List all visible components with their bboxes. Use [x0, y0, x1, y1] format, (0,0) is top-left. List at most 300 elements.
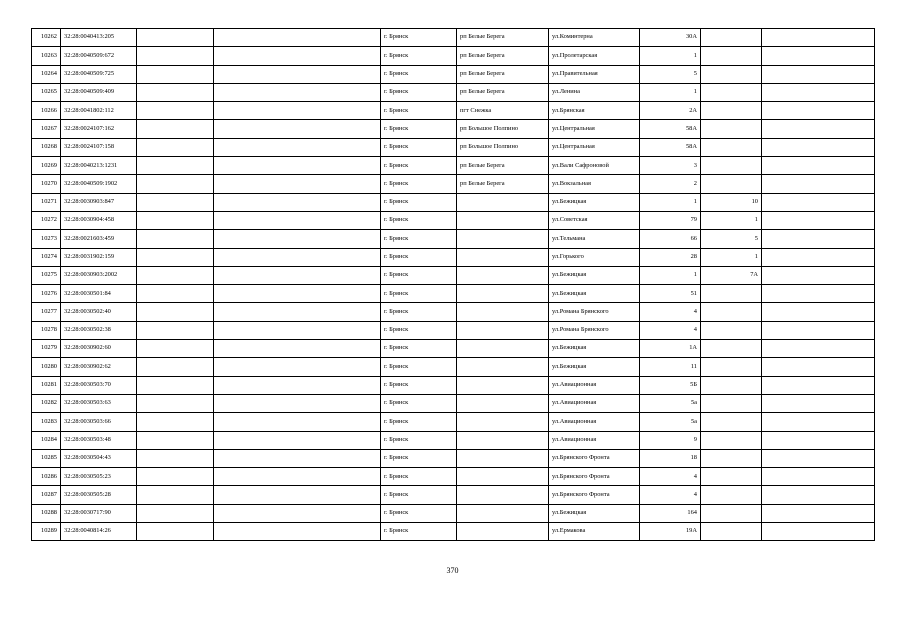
- blank-cell: [137, 486, 214, 504]
- city-cell: г. Брянск: [381, 47, 457, 65]
- table-row: [32, 248, 875, 266]
- blank-cell: [214, 83, 381, 101]
- building-number: [701, 358, 762, 376]
- table-row: [32, 504, 875, 522]
- house-number: 58А: [640, 138, 701, 156]
- table-row: [32, 230, 875, 248]
- blank-cell: [214, 211, 381, 229]
- blank-cell: [214, 358, 381, 376]
- settlement-cell: [457, 431, 549, 449]
- settlement-cell: [457, 376, 549, 394]
- table-row: [32, 211, 875, 229]
- blank-cell: [214, 175, 381, 193]
- settlement-cell: рп Белые Берега: [457, 175, 549, 193]
- table-row: [32, 157, 875, 175]
- blank-cell: [137, 211, 214, 229]
- city-cell: г. Брянск: [381, 431, 457, 449]
- blank-cell: [762, 65, 875, 83]
- cadastral-number: 32:28:0030904:458: [61, 211, 137, 229]
- record-number: 10284: [32, 431, 61, 449]
- house-number: 1: [640, 47, 701, 65]
- settlement-cell: [457, 486, 549, 504]
- building-number: 5: [701, 230, 762, 248]
- cadastral-number: 32:28:0030501:84: [61, 285, 137, 303]
- house-number: 5а: [640, 394, 701, 412]
- record-number: 10264: [32, 65, 61, 83]
- building-number: [701, 431, 762, 449]
- city-cell: г. Брянск: [381, 138, 457, 156]
- house-number: 3: [640, 157, 701, 175]
- settlement-cell: [457, 340, 549, 358]
- settlement-cell: пгт Снежка: [457, 102, 549, 120]
- blank-cell: [137, 175, 214, 193]
- record-number: 10269: [32, 157, 61, 175]
- cadastral-number: 32:28:0040814:26: [61, 523, 137, 541]
- blank-cell: [762, 175, 875, 193]
- table-row: [32, 340, 875, 358]
- cadastral-number: 32:28:0030505:28: [61, 486, 137, 504]
- settlement-cell: рп Белые Берега: [457, 65, 549, 83]
- building-number: 1: [701, 248, 762, 266]
- blank-cell: [762, 157, 875, 175]
- record-number: 10275: [32, 266, 61, 284]
- blank-cell: [214, 340, 381, 358]
- blank-cell: [137, 157, 214, 175]
- blank-cell: [762, 431, 875, 449]
- table-row: [32, 175, 875, 193]
- city-cell: г. Брянск: [381, 504, 457, 522]
- settlement-cell: [457, 504, 549, 522]
- blank-cell: [762, 449, 875, 467]
- city-cell: г. Брянск: [381, 102, 457, 120]
- cadastral-number: 32:28:0040509:725: [61, 65, 137, 83]
- blank-cell: [137, 285, 214, 303]
- street-cell: ул.Тельмана: [549, 230, 640, 248]
- house-number: 79: [640, 211, 701, 229]
- settlement-cell: рп Белые Берега: [457, 47, 549, 65]
- cadastral-number: 32:28:0040213:1231: [61, 157, 137, 175]
- table-row: [32, 523, 875, 541]
- settlement-cell: [457, 211, 549, 229]
- house-number: 66: [640, 230, 701, 248]
- street-cell: ул.Коминтерна: [549, 29, 640, 47]
- blank-cell: [214, 523, 381, 541]
- house-number: 51: [640, 285, 701, 303]
- blank-cell: [214, 138, 381, 156]
- building-number: [701, 486, 762, 504]
- settlement-cell: [457, 449, 549, 467]
- house-number: 4: [640, 468, 701, 486]
- street-cell: ул.Авиационная: [549, 413, 640, 431]
- building-number: [701, 468, 762, 486]
- blank-cell: [762, 358, 875, 376]
- record-number: 10288: [32, 504, 61, 522]
- table-row: [32, 394, 875, 412]
- blank-cell: [137, 102, 214, 120]
- street-cell: ул.Правительная: [549, 65, 640, 83]
- street-cell: ул.Романа Брянского: [549, 321, 640, 339]
- city-cell: г. Брянск: [381, 157, 457, 175]
- blank-cell: [137, 248, 214, 266]
- building-number: 10: [701, 193, 762, 211]
- building-number: [701, 29, 762, 47]
- street-cell: ул.Пролетарская: [549, 47, 640, 65]
- city-cell: г. Брянск: [381, 394, 457, 412]
- house-number: 11: [640, 358, 701, 376]
- record-number: 10262: [32, 29, 61, 47]
- blank-cell: [214, 285, 381, 303]
- blank-cell: [762, 523, 875, 541]
- cadastral-number: 32:28:0021603:459: [61, 230, 137, 248]
- table-row: [32, 120, 875, 138]
- house-number: 5Б: [640, 376, 701, 394]
- city-cell: г. Брянск: [381, 523, 457, 541]
- blank-cell: [762, 211, 875, 229]
- street-cell: ул.Брянская: [549, 102, 640, 120]
- city-cell: г. Брянск: [381, 230, 457, 248]
- blank-cell: [214, 120, 381, 138]
- street-cell: ул.Вали Сафроновой: [549, 157, 640, 175]
- blank-cell: [137, 376, 214, 394]
- settlement-cell: [457, 523, 549, 541]
- city-cell: г. Брянск: [381, 285, 457, 303]
- record-number: 10271: [32, 193, 61, 211]
- settlement-cell: [457, 230, 549, 248]
- cadastral-number: 32:28:0030903:2002: [61, 266, 137, 284]
- city-cell: г. Брянск: [381, 486, 457, 504]
- record-number: 10268: [32, 138, 61, 156]
- blank-cell: [137, 504, 214, 522]
- cadastral-number: 32:28:0030504:43: [61, 449, 137, 467]
- cadastral-number: 32:28:0040509:409: [61, 83, 137, 101]
- blank-cell: [137, 321, 214, 339]
- blank-cell: [762, 266, 875, 284]
- settlement-cell: [457, 193, 549, 211]
- cadastral-number: 32:28:0041802:112: [61, 102, 137, 120]
- record-number: 10272: [32, 211, 61, 229]
- settlement-cell: рп Большое Полпино: [457, 120, 549, 138]
- blank-cell: [762, 248, 875, 266]
- building-number: [701, 321, 762, 339]
- table-row: [32, 102, 875, 120]
- blank-cell: [214, 449, 381, 467]
- building-number: [701, 65, 762, 83]
- blank-cell: [214, 266, 381, 284]
- house-number: 5а: [640, 413, 701, 431]
- house-number: 4: [640, 321, 701, 339]
- blank-cell: [762, 321, 875, 339]
- table-row: [32, 449, 875, 467]
- blank-cell: [214, 376, 381, 394]
- cadastral-number: 32:28:0030503:48: [61, 431, 137, 449]
- settlement-cell: [457, 358, 549, 376]
- house-number: 4: [640, 303, 701, 321]
- blank-cell: [137, 230, 214, 248]
- record-number: 10277: [32, 303, 61, 321]
- blank-cell: [214, 230, 381, 248]
- building-number: 7А: [701, 266, 762, 284]
- building-number: [701, 376, 762, 394]
- blank-cell: [762, 376, 875, 394]
- blank-cell: [762, 230, 875, 248]
- city-cell: г. Брянск: [381, 248, 457, 266]
- building-number: [701, 157, 762, 175]
- blank-cell: [214, 29, 381, 47]
- street-cell: ул.Горького: [549, 248, 640, 266]
- table-row: [32, 431, 875, 449]
- blank-cell: [762, 285, 875, 303]
- cadastral-number: 32:28:0024107:162: [61, 120, 137, 138]
- blank-cell: [137, 266, 214, 284]
- street-cell: ул.Авиационная: [549, 376, 640, 394]
- blank-cell: [137, 523, 214, 541]
- blank-cell: [137, 83, 214, 101]
- table-row: [32, 29, 875, 47]
- table-row: [32, 358, 875, 376]
- house-number: 18: [640, 449, 701, 467]
- city-cell: г. Брянск: [381, 449, 457, 467]
- cadastral-number: 32:28:0030502:40: [61, 303, 137, 321]
- blank-cell: [214, 248, 381, 266]
- table-row: [32, 413, 875, 431]
- page-number: 370: [446, 566, 459, 575]
- house-number: 19А: [640, 523, 701, 541]
- blank-cell: [214, 157, 381, 175]
- house-number: 1А: [640, 340, 701, 358]
- blank-cell: [137, 394, 214, 412]
- cadastral-number: 32:28:0030503:70: [61, 376, 137, 394]
- building-number: [701, 303, 762, 321]
- record-number: 10265: [32, 83, 61, 101]
- building-number: [701, 449, 762, 467]
- blank-cell: [762, 102, 875, 120]
- blank-cell: [137, 138, 214, 156]
- street-cell: ул.Авиационная: [549, 394, 640, 412]
- city-cell: г. Брянск: [381, 413, 457, 431]
- registry-table: [31, 28, 875, 541]
- blank-cell: [214, 413, 381, 431]
- cadastral-number: 32:28:0024107:158: [61, 138, 137, 156]
- building-number: [701, 413, 762, 431]
- street-cell: ул.Авиационная: [549, 431, 640, 449]
- blank-cell: [137, 29, 214, 47]
- record-number: 10281: [32, 376, 61, 394]
- city-cell: г. Брянск: [381, 340, 457, 358]
- blank-cell: [214, 102, 381, 120]
- blank-cell: [762, 504, 875, 522]
- blank-cell: [214, 431, 381, 449]
- city-cell: г. Брянск: [381, 175, 457, 193]
- record-number: 10280: [32, 358, 61, 376]
- blank-cell: [214, 468, 381, 486]
- record-number: 10285: [32, 449, 61, 467]
- record-number: 10266: [32, 102, 61, 120]
- blank-cell: [214, 303, 381, 321]
- blank-cell: [137, 193, 214, 211]
- building-number: [701, 138, 762, 156]
- blank-cell: [137, 47, 214, 65]
- table-row: [32, 193, 875, 211]
- blank-cell: [137, 65, 214, 83]
- house-number: 1: [640, 83, 701, 101]
- cadastral-number: 32:28:0030717:90: [61, 504, 137, 522]
- record-number: 10287: [32, 486, 61, 504]
- record-number: 10274: [32, 248, 61, 266]
- city-cell: г. Брянск: [381, 83, 457, 101]
- table-row: [32, 468, 875, 486]
- city-cell: г. Брянск: [381, 193, 457, 211]
- cadastral-number: 32:28:0030503:66: [61, 413, 137, 431]
- settlement-cell: рп Белые Берега: [457, 157, 549, 175]
- city-cell: г. Брянск: [381, 321, 457, 339]
- house-number: 164: [640, 504, 701, 522]
- table-row: [32, 47, 875, 65]
- house-number: 9: [640, 431, 701, 449]
- blank-cell: [762, 120, 875, 138]
- blank-cell: [762, 468, 875, 486]
- city-cell: г. Брянск: [381, 358, 457, 376]
- record-number: 10283: [32, 413, 61, 431]
- street-cell: ул.Ленина: [549, 83, 640, 101]
- blank-cell: [762, 138, 875, 156]
- city-cell: г. Брянск: [381, 303, 457, 321]
- blank-cell: [137, 468, 214, 486]
- settlement-cell: [457, 303, 549, 321]
- street-cell: ул.Бежицкая: [549, 266, 640, 284]
- blank-cell: [137, 340, 214, 358]
- house-number: 58А: [640, 120, 701, 138]
- blank-cell: [762, 394, 875, 412]
- table-body: [32, 29, 875, 541]
- cadastral-number: 32:28:0030902:60: [61, 340, 137, 358]
- record-number: 10276: [32, 285, 61, 303]
- building-number: 1: [701, 211, 762, 229]
- cadastral-number: 32:28:0031902:159: [61, 248, 137, 266]
- record-number: 10279: [32, 340, 61, 358]
- building-number: [701, 120, 762, 138]
- blank-cell: [762, 303, 875, 321]
- street-cell: ул.Вокзальная: [549, 175, 640, 193]
- settlement-cell: [457, 248, 549, 266]
- settlement-cell: [457, 394, 549, 412]
- cadastral-number: 32:28:0030505:23: [61, 468, 137, 486]
- cadastral-number: 32:28:0030503:63: [61, 394, 137, 412]
- blank-cell: [137, 303, 214, 321]
- building-number: [701, 504, 762, 522]
- settlement-cell: рп Белые Берега: [457, 83, 549, 101]
- settlement-cell: [457, 321, 549, 339]
- blank-cell: [762, 83, 875, 101]
- house-number: 1: [640, 266, 701, 284]
- city-cell: г. Брянск: [381, 65, 457, 83]
- settlement-cell: [457, 266, 549, 284]
- blank-cell: [214, 47, 381, 65]
- building-number: [701, 523, 762, 541]
- blank-cell: [762, 47, 875, 65]
- building-number: [701, 340, 762, 358]
- record-number: 10263: [32, 47, 61, 65]
- table-row: [32, 138, 875, 156]
- settlement-cell: [457, 468, 549, 486]
- blank-cell: [137, 449, 214, 467]
- table-row: [32, 321, 875, 339]
- building-number: [701, 285, 762, 303]
- blank-cell: [137, 413, 214, 431]
- street-cell: ул.Бежицкая: [549, 193, 640, 211]
- house-number: 30А: [640, 29, 701, 47]
- street-cell: ул.Брянского Фронта: [549, 468, 640, 486]
- blank-cell: [214, 65, 381, 83]
- blank-cell: [214, 504, 381, 522]
- street-cell: ул.Бежицкая: [549, 504, 640, 522]
- table-row: [32, 65, 875, 83]
- record-number: 10273: [32, 230, 61, 248]
- city-cell: г. Брянск: [381, 266, 457, 284]
- street-cell: ул.Центральная: [549, 138, 640, 156]
- building-number: [701, 83, 762, 101]
- cadastral-number: 32:28:0040509:672: [61, 47, 137, 65]
- city-cell: г. Брянск: [381, 120, 457, 138]
- house-number: 2: [640, 175, 701, 193]
- blank-cell: [137, 358, 214, 376]
- street-cell: ул.Ермакова: [549, 523, 640, 541]
- record-number: 10289: [32, 523, 61, 541]
- blank-cell: [137, 431, 214, 449]
- building-number: [701, 47, 762, 65]
- house-number: 5: [640, 65, 701, 83]
- city-cell: г. Брянск: [381, 211, 457, 229]
- record-number: 10278: [32, 321, 61, 339]
- table-row: [32, 486, 875, 504]
- street-cell: ул.Брянского Фронта: [549, 486, 640, 504]
- city-cell: г. Брянск: [381, 468, 457, 486]
- blank-cell: [214, 321, 381, 339]
- house-number: 1: [640, 193, 701, 211]
- building-number: [701, 102, 762, 120]
- table-row: [32, 303, 875, 321]
- city-cell: г. Брянск: [381, 376, 457, 394]
- cadastral-number: 32:28:0030902:62: [61, 358, 137, 376]
- city-cell: г. Брянск: [381, 29, 457, 47]
- blank-cell: [762, 486, 875, 504]
- street-cell: ул.Центральная: [549, 120, 640, 138]
- blank-cell: [762, 340, 875, 358]
- street-cell: ул.Романа Брянского: [549, 303, 640, 321]
- street-cell: ул.Бежицкая: [549, 358, 640, 376]
- table-row: [32, 266, 875, 284]
- blank-cell: [137, 120, 214, 138]
- building-number: [701, 394, 762, 412]
- table-row: [32, 83, 875, 101]
- blank-cell: [214, 486, 381, 504]
- blank-cell: [214, 394, 381, 412]
- cadastral-number: 32:28:0030903:847: [61, 193, 137, 211]
- table-row: [32, 285, 875, 303]
- street-cell: ул.Брянского Фронта: [549, 449, 640, 467]
- blank-cell: [762, 29, 875, 47]
- street-cell: ул.Бежицкая: [549, 285, 640, 303]
- settlement-cell: [457, 413, 549, 431]
- table-row: [32, 376, 875, 394]
- record-number: 10286: [32, 468, 61, 486]
- cadastral-number: 32:28:0040413:205: [61, 29, 137, 47]
- building-number: [701, 175, 762, 193]
- record-number: 10267: [32, 120, 61, 138]
- record-number: 10282: [32, 394, 61, 412]
- blank-cell: [214, 193, 381, 211]
- house-number: 2А: [640, 102, 701, 120]
- blank-cell: [762, 193, 875, 211]
